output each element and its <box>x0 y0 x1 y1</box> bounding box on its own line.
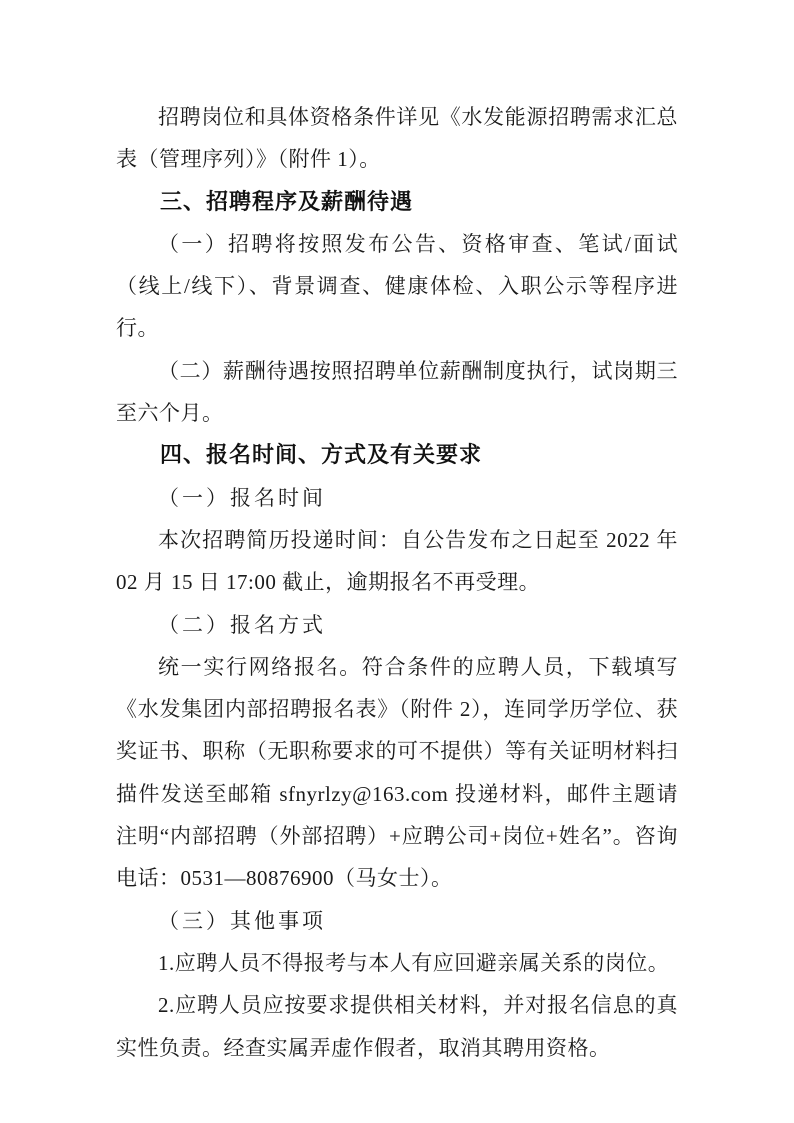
body-paragraph: （一）招聘将按照发布公告、资格审查、笔试/面试（线上/线下）、背景调查、健康体检、入职公示等程序进行。 <box>116 231 678 341</box>
section-heading: 四、报名时间、方式及有关要求 <box>160 442 483 468</box>
body-paragraph: 本次招聘简历投递时间：自公告发布之日起至 2022 年 02 月 15 日 17:00 截止，逾期报名不再受理。 <box>116 527 678 595</box>
sub-heading: （三）其他事项 <box>158 908 326 933</box>
body-paragraph: 2.应聘人员应按要求提供相关材料，并对报名信息的真实性负责。经查实属弄虚作假者，取消其聘用资格。 <box>116 993 678 1060</box>
body-paragraph: 统一实行网络报名。符合条件的应聘人员，下载填写《水发集团内部招聘报名表》（附件 2），连同学历学位、获奖证书、职称（无职称要求的可不提供）等有关证明材料扫描件发送至邮箱 sfnyrlzy@163.com 投递材料，邮件主题请注明“内部招聘（外部招聘）+应聘公司+岗位+姓名”。咨询电话：0531—80876900（马女士）。 <box>116 654 678 891</box>
body-paragraph: 招聘岗位和具体资格条件详见《水发能源招聘需求汇总表（管理序列）》（附件 1）。 <box>116 105 678 172</box>
document-body <box>116 96 678 1069</box>
sub-heading: （一）报名时间 <box>158 485 326 510</box>
section-heading: 三、招聘程序及薪酬待遇 <box>160 188 414 214</box>
body-paragraph: （二）薪酬待遇按照招聘单位薪酬制度执行，试岗期三至六个月。 <box>116 358 678 426</box>
body-paragraph: 1.应聘人员不得报考与本人有应回避亲属关系的岗位。 <box>158 950 670 975</box>
sub-heading: （二）报名方式 <box>158 612 326 637</box>
